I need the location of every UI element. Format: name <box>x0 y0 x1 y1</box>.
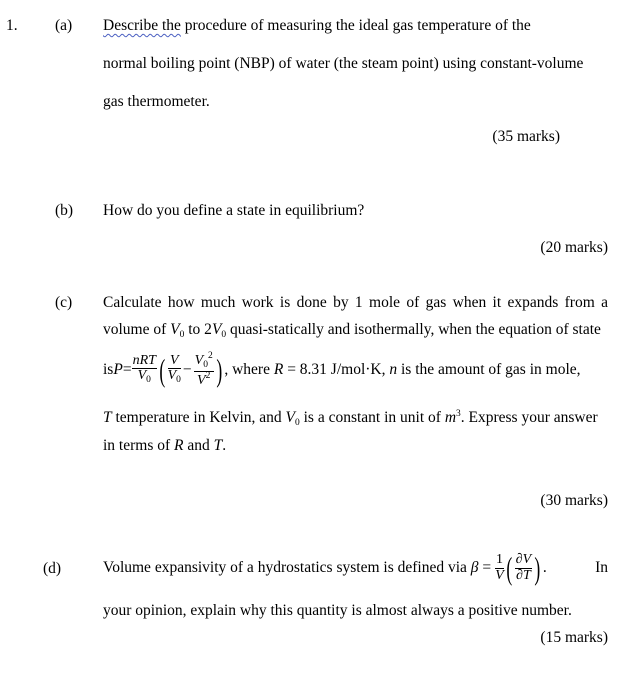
part-c-label: (c) <box>55 294 73 311</box>
part-c-line-5: in terms of R and T. <box>103 437 227 454</box>
left-paren: ( <box>159 352 166 388</box>
part-a-label: (a) <box>55 17 73 34</box>
part-d-marks: (15 marks) <box>540 629 608 646</box>
pressure-symbol: P <box>113 361 123 378</box>
part-c-line-2: volume of $V_0$ to $2V_0$ quasi-statically and isothermally, when the equation of state <box>103 321 601 340</box>
right-paren: ) <box>216 352 222 388</box>
part-c-marks: (30 marks) <box>540 492 608 509</box>
beta-symbol: β <box>470 559 479 576</box>
part-a-line-3: gas thermometer. <box>103 93 210 110</box>
part-b-marks: (20 marks) <box>540 239 608 256</box>
fraction-nrt-over-v0: $\frac{\text{nRT}}{V_0}$ <box>132 352 156 386</box>
fraction-v-over-v0: $\frac{V}{V_0}$ <box>167 352 181 386</box>
part-b-label: (b) <box>55 202 74 219</box>
left-paren: ( <box>506 550 513 586</box>
part-c-line-1: Calculate how much work is done by 1 mole of gas when it expands from a <box>103 294 608 311</box>
part-a-line-1: Describe the procedure of measuring the ideal gas temperature of the <box>103 17 531 34</box>
fraction-dv-over-dt: $\frac{\partial V}{\partial T}$ <box>515 551 532 583</box>
fraction-1-over-v: $\frac{1}{V}$ <box>495 551 504 583</box>
part-d-label: (d) <box>43 560 62 577</box>
part-c-equation-line: is P = $\frac{\text{nRT}}{V_0}$ ( $\frac{V}{V_0}$ − $\frac{V_0^2}{V^2}$ ) , where R = 8.31 J/mol·K, n is the amount of gas in mole, <box>103 350 581 388</box>
part-a-marks: (35 marks) <box>492 128 560 145</box>
right-paren: ) <box>534 550 541 586</box>
part-a-line-2: normal boiling point (NBP) of water (the steam point) using constant-volume <box>103 55 584 72</box>
part-b-line-1: How do you define a state in equilibrium? <box>103 202 365 219</box>
fraction-v0sq-over-vsq: $\frac{V_0^2}{V^2}$ <box>194 350 213 388</box>
part-d-line-2: your opinion, explain why this quantity is almost always a positive number. <box>103 602 572 619</box>
part-c-line-4: T temperature in Kelvin, and $V_0$ is a constant in unit of $m^3$. Express your answer <box>103 409 598 428</box>
question-number: 1. <box>6 17 18 34</box>
spellcheck-underlined-text: Describe the <box>103 17 181 34</box>
part-d-line-1: Volume expansivity of a hydrostatics system is defined via β = $\frac{1}{V}$ ( $\frac{\partial V}{\partial T}$ ) . In <box>103 550 608 586</box>
